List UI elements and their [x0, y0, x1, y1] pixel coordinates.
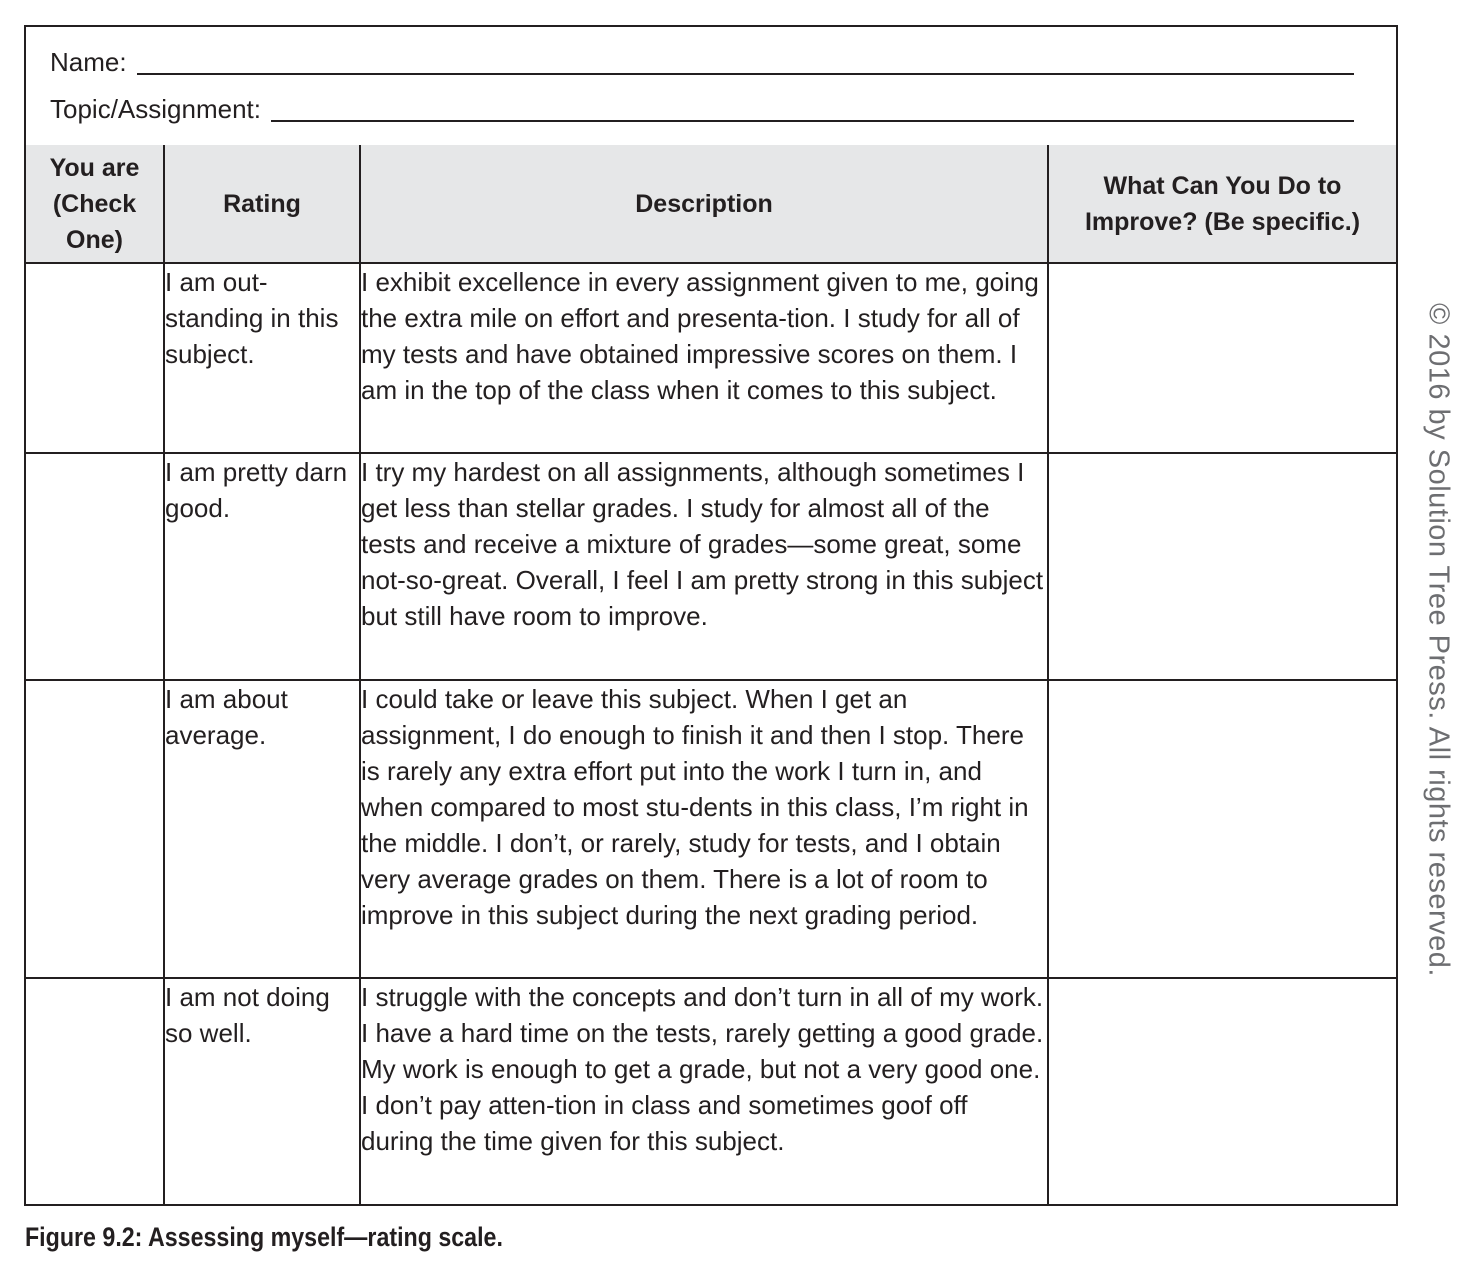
form-header — [26, 27, 1396, 147]
header-improve — [1048, 145, 1396, 263]
table-row — [26, 263, 1396, 453]
check-cell[interactable] — [26, 978, 164, 1204]
rating-cell: I am about average. — [164, 680, 360, 978]
table-header-row — [26, 145, 1396, 263]
header-rating: Rating — [164, 145, 360, 263]
improve-cell[interactable] — [1048, 680, 1396, 978]
header-improve-text: What Can You Do to Improve? (Be specific.) — [1084, 171, 1361, 236]
copyright-notice: © 2016 by Solution Tree Press. All rights reserved. — [1422, 303, 1455, 977]
name-label: Name: — [50, 47, 127, 77]
table-row — [26, 453, 1396, 680]
header-check-one — [26, 145, 164, 263]
rating-table — [26, 145, 1396, 1204]
improve-cell[interactable] — [1048, 978, 1396, 1204]
figure-caption: Figure 9.2: Assessing myself—rating scale. — [25, 1222, 503, 1252]
rating-cell: I am pretty darn good. — [164, 453, 360, 680]
rating-scale-form — [24, 25, 1398, 1206]
description-cell: I exhibit excellence in every assignment given to me, going the extra mile on effort and presenta-tion. I study for all of my tests and have obtained impressive scores on them. I am in the top of the class when it comes to this subject. — [360, 263, 1048, 453]
topic-assignment-line[interactable] — [271, 120, 1354, 122]
table-row — [26, 680, 1396, 978]
description-cell: I try my hardest on all assignments, although sometimes I get less than stellar grades. I study for almost all of the tests and receive a mixture of grades—some great, some not-so-great. Overall, I feel I am pretty strong in this subject but still have room to improve. — [360, 453, 1048, 680]
check-cell[interactable] — [26, 680, 164, 978]
name-line[interactable] — [137, 73, 1354, 75]
header-check-one-text: You are (Check One) — [49, 153, 140, 254]
description-cell: I could take or leave this subject. When I get an assignment, I do enough to finish it and then I stop. There is rarely any extra effort put into the work I turn in, and when compared to most stu-dents in this class, I’m right in the middle. I don’t, or rarely, study for tests, and I obtain very average grades on them. There is a lot of room to improve in this subject during the next grading period. — [360, 680, 1048, 978]
topic-assignment-field[interactable] — [50, 94, 1354, 124]
check-cell[interactable] — [26, 263, 164, 453]
name-field[interactable] — [50, 47, 1354, 77]
header-description: Description — [360, 145, 1048, 263]
rating-cell: I am out-standing in this subject. — [164, 263, 360, 453]
table-row — [26, 978, 1396, 1204]
description-cell: I struggle with the concepts and don’t turn in all of my work. I have a hard time on the tests, rarely getting a good grade. My work is enough to get a grade, but not a very good one. I don’t pay atten-tion in class and sometimes goof off during the time given for this subject. — [360, 978, 1048, 1204]
rating-cell: I am not doing so well. — [164, 978, 360, 1204]
check-cell[interactable] — [26, 453, 164, 680]
topic-assignment-label: Topic/Assignment: — [50, 94, 261, 124]
improve-cell[interactable] — [1048, 263, 1396, 453]
improve-cell[interactable] — [1048, 453, 1396, 680]
